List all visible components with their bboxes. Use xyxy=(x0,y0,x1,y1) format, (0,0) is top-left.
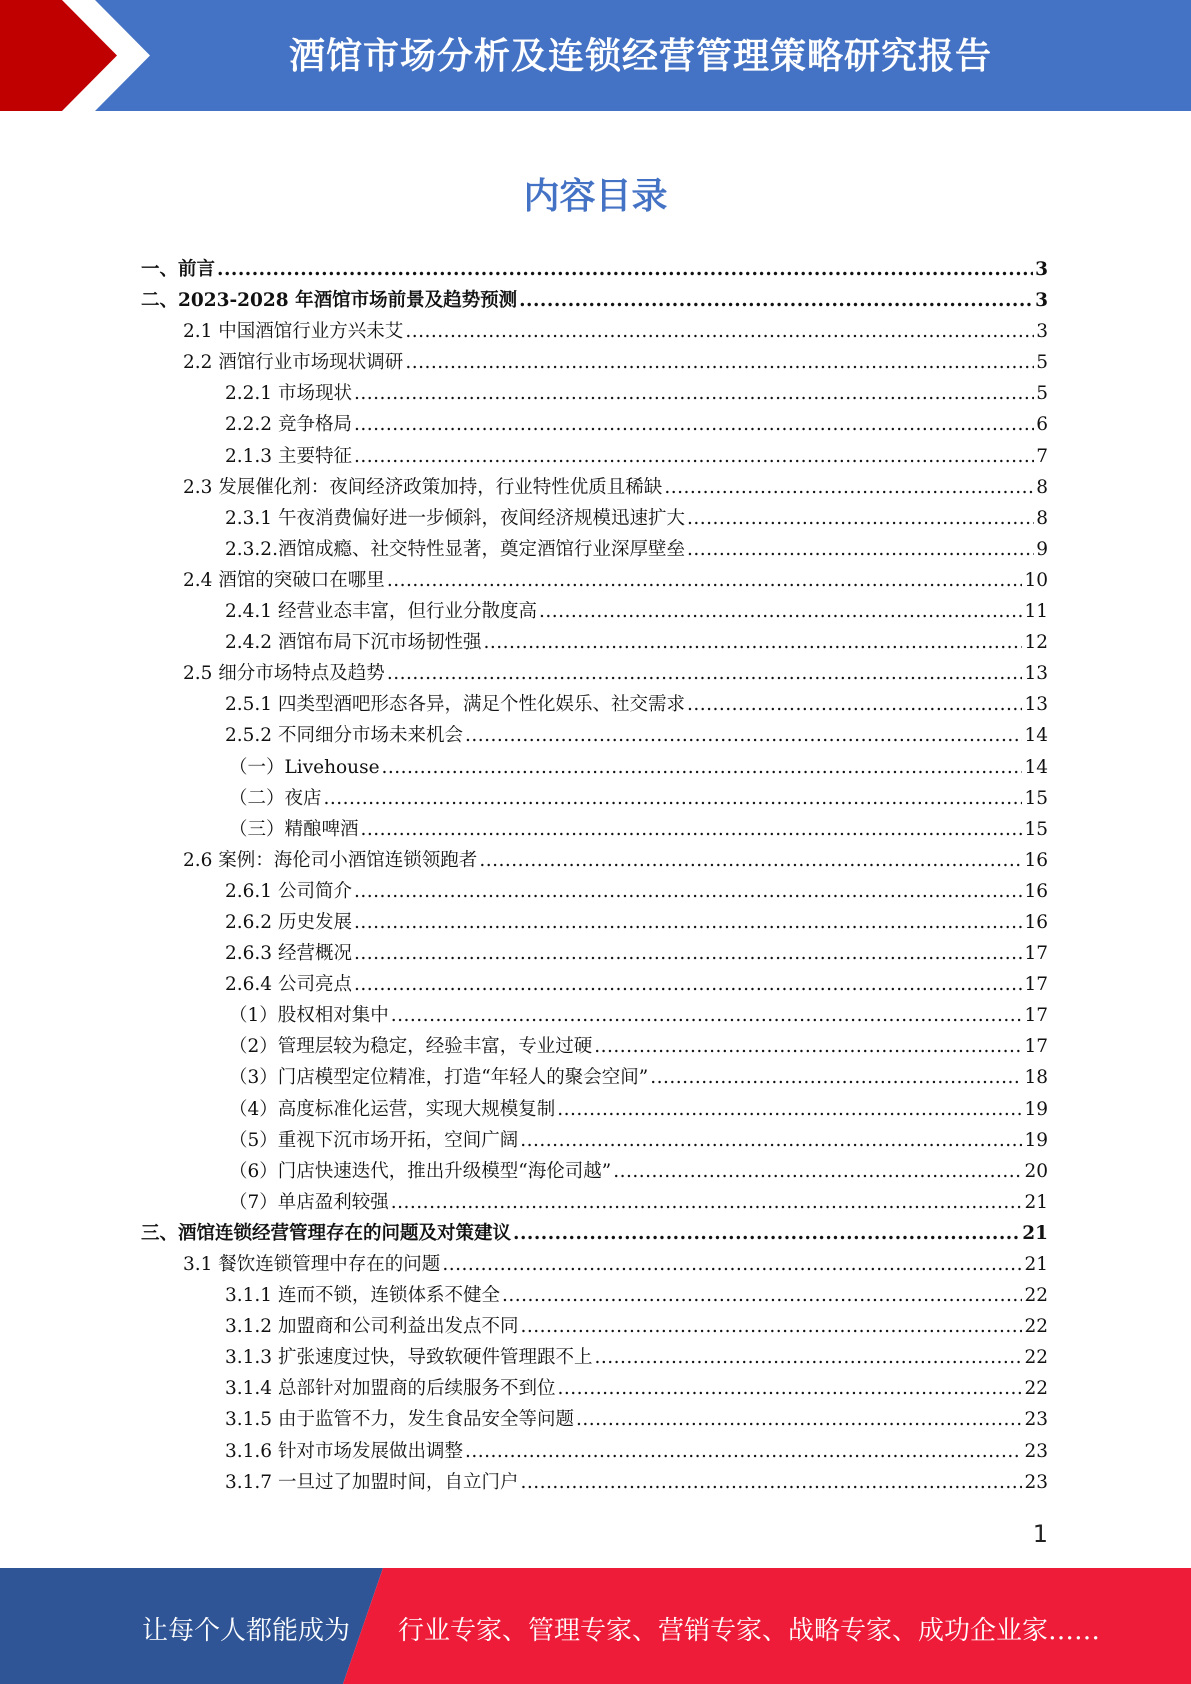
toc-entry-title: （7）单店盈利较强 xyxy=(229,1191,389,1213)
toc-entry-title: 3.1.2 加盟商和公司利益出发点不同 xyxy=(225,1316,519,1338)
toc-entry-page: 8 xyxy=(1036,507,1048,529)
toc-entry-title: 二、2023-2028 年酒馆市场前景及趋势预测 xyxy=(141,290,518,312)
toc-entry-title: （三）精酿啤酒 xyxy=(229,818,359,840)
toc-entry[interactable] xyxy=(141,254,1048,285)
toc-entry-page: 3 xyxy=(1035,259,1048,280)
toc-dot-leader xyxy=(687,689,1022,720)
toc-entry-page: 10 xyxy=(1024,569,1048,591)
toc-entry-title: （4）高度标准化运营，实现大规模复制 xyxy=(229,1098,556,1120)
toc-dot-leader xyxy=(479,845,1022,876)
toc-entry-title: 2.2 酒馆行业市场现状调研 xyxy=(183,352,404,374)
toc-entry-title: 3.1.5 由于监管不力，发生食品安全等问题 xyxy=(225,1409,574,1431)
toc-entry-title: 3.1.7 一旦过了加盟时间，自立门户 xyxy=(225,1471,519,1493)
toc-entry[interactable] xyxy=(141,689,1048,720)
toc-entry-title: （3）门店模型定位精准，打造“年轻人的聚会空间” xyxy=(229,1067,649,1089)
toc-entry[interactable] xyxy=(141,1311,1048,1342)
toc-dot-leader xyxy=(354,876,1023,907)
toc-entry[interactable] xyxy=(141,316,1048,347)
toc-dot-leader xyxy=(502,1280,1022,1311)
toc-entry-title: 3.1.1 连而不锁，连锁体系不健全 xyxy=(225,1285,500,1307)
toc-entry-page: 8 xyxy=(1036,476,1048,498)
toc-entry-page: 22 xyxy=(1024,1347,1048,1369)
toc-entry-title: 2.2.1 市场现状 xyxy=(225,383,352,405)
toc-entry-page: 14 xyxy=(1024,756,1048,778)
toc-dot-leader xyxy=(594,1031,1022,1062)
toc-dot-leader xyxy=(391,1187,1023,1218)
toc-dot-leader xyxy=(557,1373,1022,1404)
toc-entry[interactable] xyxy=(141,627,1048,658)
toc-entry-title: 3.1 餐饮连锁管理中存在的问题 xyxy=(183,1254,441,1275)
toc-entry[interactable] xyxy=(141,503,1048,534)
toc-entry-page: 3 xyxy=(1036,321,1048,343)
toc-entry[interactable] xyxy=(141,1404,1048,1435)
toc-entry[interactable] xyxy=(141,1373,1048,1404)
toc-entry[interactable] xyxy=(141,1125,1048,1156)
toc-entry-page: 23 xyxy=(1024,1471,1048,1493)
toc-entry-page: 16 xyxy=(1024,849,1048,871)
toc-entry-page: 17 xyxy=(1024,974,1048,996)
toc-entry-page: 13 xyxy=(1024,694,1048,716)
toc-entry-page: 16 xyxy=(1024,880,1048,902)
toc-entry-title: 2.3.1 午夜消费偏好进一步倾斜，夜间经济规模迅速扩大 xyxy=(225,507,685,529)
toc-entry[interactable] xyxy=(141,658,1048,689)
toc-entry[interactable] xyxy=(141,441,1048,472)
toc-entry[interactable] xyxy=(141,596,1048,627)
toc-entry-title: （6）门店快速迭代，推出升级模型“海伦司越” xyxy=(229,1160,612,1182)
toc-entry[interactable] xyxy=(141,1249,1048,1280)
toc-dot-leader xyxy=(465,720,1022,751)
toc-entry-title: 2.1.3 主要特征 xyxy=(225,445,352,467)
toc-entry[interactable] xyxy=(141,378,1048,409)
toc-dot-leader xyxy=(465,1436,1022,1467)
toc-entry-page: 17 xyxy=(1024,1005,1048,1027)
toc-entry-page: 14 xyxy=(1024,725,1048,747)
toc-entry[interactable] xyxy=(141,1436,1048,1467)
toc-entry-page: 19 xyxy=(1024,1129,1048,1151)
toc-entry-title: 2.5 细分市场特点及趋势 xyxy=(183,663,385,685)
toc-entry-page: 17 xyxy=(1024,943,1048,965)
toc-entry-page: 20 xyxy=(1024,1160,1048,1182)
toc-entry-title: 3.1.6 针对市场发展做出调整 xyxy=(225,1440,463,1462)
report-title: 酒馆市场分析及连锁经营管理策略研究报告 xyxy=(288,36,992,77)
toc-entry[interactable] xyxy=(141,1467,1048,1498)
toc-entry-title: 2.5.2 不同细分市场未来机会 xyxy=(225,725,463,747)
toc-entry-title: 3.1.4 总部针对加盟商的后续服务不到位 xyxy=(225,1378,556,1400)
toc-dot-leader xyxy=(539,596,1022,627)
toc-dot-leader xyxy=(576,1404,1022,1435)
toc-dot-leader xyxy=(557,1094,1022,1125)
page-number: 1 xyxy=(1032,1520,1048,1548)
toc-entry-page: 7 xyxy=(1036,445,1048,467)
toc-dot-leader xyxy=(594,1342,1022,1373)
toc-dot-leader xyxy=(361,814,1023,845)
toc-entry-page: 18 xyxy=(1024,1067,1048,1089)
toc-entry[interactable] xyxy=(141,534,1048,565)
toc-entry-page: 19 xyxy=(1024,1098,1048,1120)
toc-entry-page: 21 xyxy=(1024,1191,1048,1213)
toc-entry-page: 23 xyxy=(1024,1409,1048,1431)
toc-entry-title: 2.3.2.酒馆成瘾、社交特性显著，奠定酒馆行业深厚壁垒 xyxy=(225,538,685,560)
toc-entry-page: 13 xyxy=(1024,663,1048,685)
toc-entry-title: 2.1 中国酒馆行业方兴未艾 xyxy=(183,321,404,343)
toc-dot-leader xyxy=(387,658,1023,689)
toc-entry[interactable] xyxy=(141,845,1048,876)
toc-dot-leader xyxy=(354,907,1023,938)
toc-entry-title: 2.2.2 竞争格局 xyxy=(225,414,352,436)
toc-entry-page: 9 xyxy=(1036,538,1048,560)
toc-entry-title: 2.6.2 历史发展 xyxy=(225,911,352,933)
toc-heading: 内容目录 xyxy=(523,176,668,217)
toc-dot-leader xyxy=(217,254,1033,285)
toc-entry[interactable] xyxy=(141,1218,1048,1249)
toc-entry-page: 22 xyxy=(1024,1316,1048,1338)
toc-entry[interactable] xyxy=(141,347,1048,378)
toc-entry-title: 2.4 酒馆的突破口在哪里 xyxy=(183,569,385,591)
toc-entry-title: 2.3 发展催化剂：夜间经济政策加持，行业特性优质且稀缺 xyxy=(183,476,663,498)
toc-entry-page: 17 xyxy=(1024,1036,1048,1058)
toc-dot-leader xyxy=(613,1156,1022,1187)
toc-dot-leader xyxy=(483,627,1022,658)
toc-dot-leader xyxy=(520,1467,1022,1498)
toc-dot-leader xyxy=(650,1062,1022,1093)
footer-slogan-left: 让每个人都能成为 xyxy=(142,1616,351,1646)
toc-entry-page: 5 xyxy=(1036,383,1048,405)
toc-entry[interactable] xyxy=(141,1094,1048,1125)
toc-entry[interactable] xyxy=(141,472,1048,503)
toc-entry[interactable] xyxy=(141,720,1048,751)
toc-entry-page: 21 xyxy=(1024,1254,1048,1275)
toc-entry[interactable] xyxy=(141,783,1048,814)
toc-entry-page: 11 xyxy=(1024,601,1048,623)
toc-dot-leader xyxy=(519,285,1033,316)
toc-entry[interactable] xyxy=(141,938,1048,969)
toc-dot-leader xyxy=(513,1218,1020,1249)
toc-dot-leader xyxy=(354,441,1034,472)
toc-entry[interactable] xyxy=(141,1062,1048,1093)
toc-dot-leader xyxy=(520,1311,1022,1342)
toc-entry-page: 16 xyxy=(1024,911,1048,933)
toc-entry-title: 一、前言 xyxy=(141,259,216,280)
toc-dot-leader xyxy=(354,409,1034,440)
toc-entry-title: 2.6 案例：海伦司小酒馆连锁领跑者 xyxy=(183,849,478,871)
toc-entry-title: （5）重视下沉市场开拓，空间广阔 xyxy=(229,1129,519,1151)
toc-entry[interactable] xyxy=(141,752,1048,783)
toc-entry-title: 2.6.4 公司亮点 xyxy=(225,974,352,996)
toc-entry-page: 22 xyxy=(1024,1285,1048,1307)
toc-entry-title: 三、酒馆连锁经营管理存在的问题及对策建议 xyxy=(141,1222,512,1244)
toc-dot-leader xyxy=(324,783,1023,814)
toc-dot-leader xyxy=(405,316,1034,347)
toc-entry[interactable] xyxy=(141,969,1048,1000)
toc-dot-leader xyxy=(391,1000,1023,1031)
toc-dot-leader xyxy=(387,565,1023,596)
page-header xyxy=(0,0,1191,111)
toc-entry-title: 2.6.1 公司简介 xyxy=(225,880,352,902)
toc-dot-leader xyxy=(354,938,1023,969)
footer-slogan-right: 行业专家、管理专家、营销专家、战略专家、成功企业家…… xyxy=(398,1616,1101,1646)
toc-entry-page: 22 xyxy=(1024,1378,1048,1400)
toc-entry-title: （二）夜店 xyxy=(229,787,322,809)
toc-entry-title: （2）管理层较为稳定，经验丰富，专业过硬 xyxy=(229,1036,593,1058)
toc-dot-leader xyxy=(354,378,1034,409)
toc-entry-page: 15 xyxy=(1024,787,1048,809)
toc-entry-page: 3 xyxy=(1035,290,1048,312)
toc-dot-leader xyxy=(520,1125,1022,1156)
toc-dot-leader xyxy=(664,472,1034,503)
toc-entry-title: 2.6.3 经营概况 xyxy=(225,943,352,965)
toc-entry-page: 15 xyxy=(1024,818,1048,840)
toc-entry-title: 2.4.1 经营业态丰富，但行业分散度高 xyxy=(225,601,537,623)
toc-entry-title: 2.4.2 酒馆布局下沉市场韧性强 xyxy=(225,632,482,654)
toc-entry[interactable] xyxy=(141,1187,1048,1218)
toc-entry[interactable] xyxy=(141,876,1048,907)
toc-entry[interactable] xyxy=(141,409,1048,440)
toc-entry-page: 12 xyxy=(1024,632,1048,654)
toc-entry-title: （1）股权相对集中 xyxy=(229,1005,389,1027)
toc-dot-leader xyxy=(442,1249,1022,1280)
toc-entry-page: 23 xyxy=(1024,1440,1048,1462)
page-footer xyxy=(0,1568,1191,1684)
toc-entry[interactable] xyxy=(141,1342,1048,1373)
toc-entry-title: 3.1.3 扩张速度过快，导致软硬件管理跟不上 xyxy=(225,1347,593,1369)
toc-entry-page: 5 xyxy=(1036,352,1048,374)
table-of-contents xyxy=(141,254,1048,1498)
toc-entry[interactable] xyxy=(141,1000,1048,1031)
toc-entry[interactable] xyxy=(141,814,1048,845)
toc-dot-leader xyxy=(405,347,1034,378)
toc-entry[interactable] xyxy=(141,565,1048,596)
toc-dot-leader xyxy=(354,969,1023,1000)
toc-entry-title: 2.5.1 四类型酒吧形态各异，满足个性化娱乐、社交需求 xyxy=(225,694,685,716)
toc-entry-page: 21 xyxy=(1022,1222,1048,1244)
toc-entry[interactable] xyxy=(141,285,1048,316)
toc-entry-title: （一）Livehouse xyxy=(229,756,380,778)
toc-entry[interactable] xyxy=(141,1280,1048,1311)
toc-entry[interactable] xyxy=(141,1031,1048,1062)
toc-dot-leader xyxy=(382,752,1023,783)
toc-dot-leader xyxy=(687,503,1034,534)
toc-entry[interactable] xyxy=(141,907,1048,938)
toc-entry[interactable] xyxy=(141,1156,1048,1187)
toc-dot-leader xyxy=(687,534,1034,565)
toc-entry-page: 6 xyxy=(1036,414,1048,436)
